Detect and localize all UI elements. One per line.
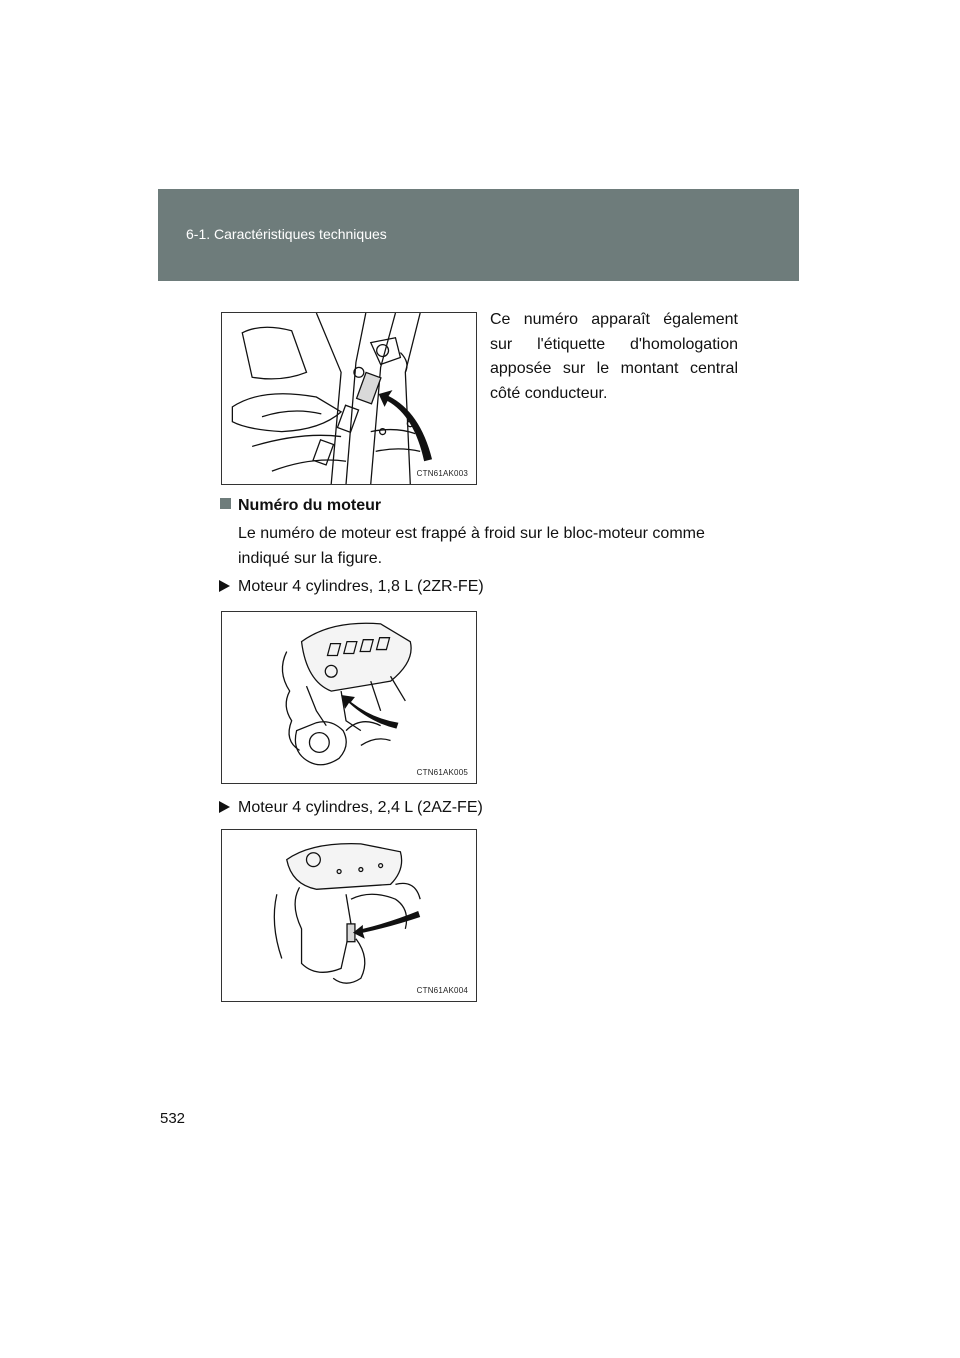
engine-2zr-illustration (222, 612, 476, 783)
page-number: 532 (160, 1110, 186, 1127)
figure-pillar-label (221, 312, 477, 485)
bullet-engine-2zr (219, 578, 484, 596)
chapter-title: 6-1. Caractéristiques techniques (186, 226, 387, 242)
engine-2az-illustration (222, 830, 476, 1001)
figure-code: CTN61AK005 (416, 768, 468, 777)
triangle-bullet-icon (219, 801, 230, 813)
square-bullet-icon (220, 498, 231, 509)
triangle-bullet-icon (219, 580, 230, 592)
section-body: Le numéro de moteur est frappé à froid sur le bloc-moteur comme indiqué sur la figure. (238, 525, 705, 567)
chapter-header (158, 189, 799, 281)
pillar-label-illustration (222, 313, 476, 484)
bullet-label: Moteur 4 cylindres, 2,4 L (2AZ-FE) (238, 799, 483, 816)
figure-engine-2az (221, 829, 477, 1002)
bullet-engine-2az (219, 799, 483, 817)
section-title (220, 497, 381, 515)
section-title-text: Numéro du moteur (238, 497, 382, 514)
bullet-label: Moteur 4 cylindres, 1,8 L (2ZR-FE) (238, 578, 484, 595)
figure-engine-2zr (221, 611, 477, 784)
figure-code: CTN61AK004 (416, 986, 468, 995)
figure-code: CTN61AK003 (416, 469, 468, 478)
pillar-label-paragraph: Ce numéro apparaît également sur l'étiquette d'homologation apposée sur le montant central côté conducteur. (490, 311, 738, 402)
